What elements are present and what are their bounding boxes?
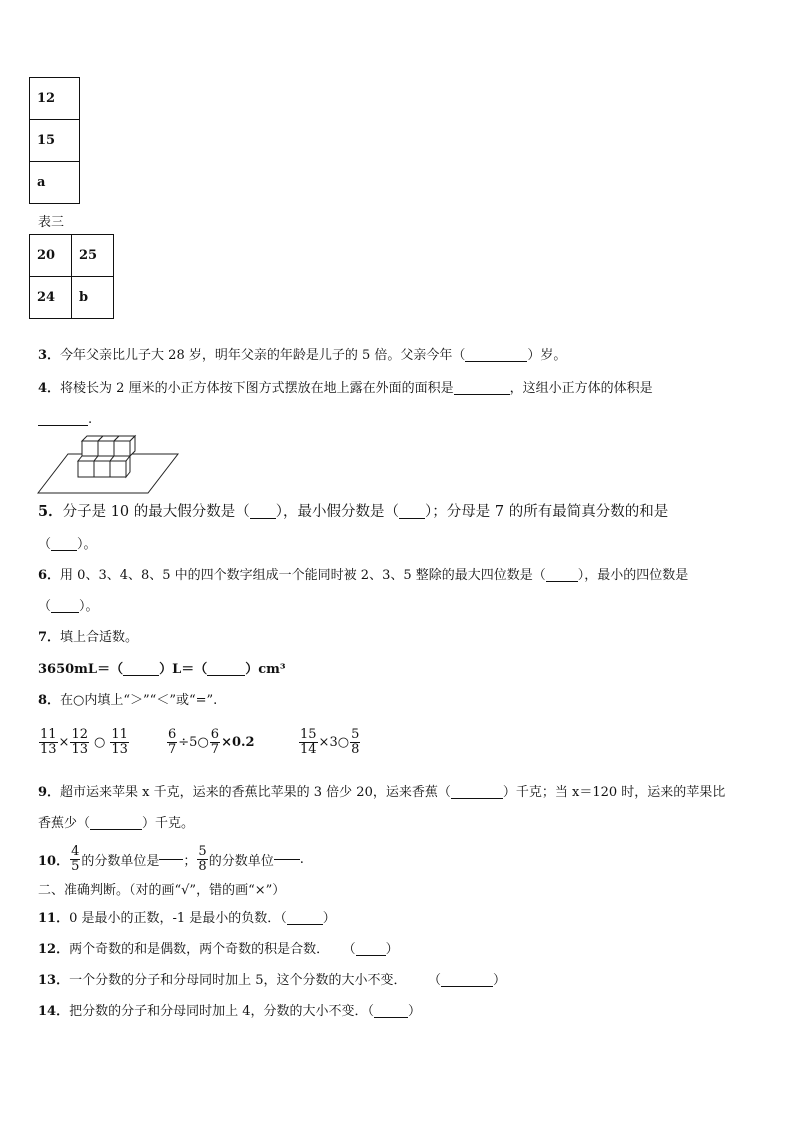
fraction: $\frac{15}{14}$ bbox=[300, 727, 317, 757]
table-two bbox=[29, 77, 80, 204]
question-number: 3． bbox=[38, 348, 61, 363]
question-6-cont bbox=[38, 600, 99, 613]
comparison-expression-1 bbox=[38, 728, 130, 756]
question-5-cont bbox=[38, 538, 97, 551]
question-text: ） bbox=[408, 1004, 422, 1019]
question-number: 12． bbox=[38, 942, 70, 957]
table-cell: 20 bbox=[30, 235, 72, 277]
question-11 bbox=[38, 912, 336, 925]
operator: ×0.2 bbox=[221, 734, 255, 750]
question-text: 把分数的分子和分母同时加上 4，分数的大小不变．（ bbox=[69, 1004, 374, 1019]
operator: × bbox=[58, 734, 70, 750]
table-cell: 24 bbox=[30, 277, 72, 319]
table-three bbox=[29, 234, 114, 319]
answer-blank[interactable] bbox=[374, 1016, 408, 1018]
question-text: ），最小假分数是（ bbox=[275, 504, 400, 520]
fraction: $\frac{4}{5}$ bbox=[71, 844, 80, 874]
question-text: （ bbox=[349, 942, 356, 957]
answer-blank[interactable] bbox=[207, 674, 245, 676]
answer-blank[interactable] bbox=[356, 954, 386, 956]
answer-blank[interactable] bbox=[546, 580, 578, 582]
question-text: ） bbox=[322, 911, 336, 926]
question-number: 11． bbox=[38, 911, 70, 926]
question-9-cont bbox=[38, 817, 194, 830]
table-cell: 12 bbox=[30, 78, 80, 120]
operator[interactable]: ÷5○ bbox=[178, 734, 209, 750]
question-text: 一个分数的分子和分母同时加上 5，这个分数的大小不变． bbox=[69, 973, 407, 988]
question-text: 超市运来苹果 x 千克，运来的香蕉比苹果的 3 倍少 20，运来香蕉（ bbox=[60, 785, 451, 800]
question-text: 分子是 10 的最大假分数是（ bbox=[62, 504, 250, 520]
question-text: ） bbox=[385, 942, 399, 957]
question-number: 9． bbox=[38, 785, 61, 800]
fraction: $\frac{11}{13}$ bbox=[111, 727, 128, 757]
comparison-expression-3 bbox=[298, 728, 361, 756]
question-text: ） bbox=[493, 973, 507, 988]
question-text: ）岁。 bbox=[527, 348, 567, 363]
table-cell: 25 bbox=[72, 235, 114, 277]
fraction: $\frac{5}{8}$ bbox=[351, 727, 360, 757]
question-number: 14． bbox=[38, 1004, 70, 1019]
question-text: （ bbox=[38, 599, 52, 614]
question-text: 0 是最小的正数，-1 是最小的负数．（ bbox=[69, 911, 287, 926]
answer-blank[interactable] bbox=[274, 858, 300, 860]
expression-text: ）cm³ bbox=[245, 662, 286, 677]
question-text: 将棱长为 2 厘米的小正方体按下图方式摆放在地上露在外面的面积是 bbox=[60, 381, 454, 396]
question-10 bbox=[38, 845, 304, 873]
question-14 bbox=[38, 1005, 421, 1018]
answer-blank[interactable] bbox=[441, 985, 493, 987]
expression-text: 3650mL＝（ bbox=[38, 662, 124, 677]
cubes-figure bbox=[36, 434, 182, 496]
question-text: 香蕉少（ bbox=[38, 816, 91, 831]
question-text: ，这组小正方体的体积是 bbox=[509, 381, 653, 396]
answer-blank[interactable] bbox=[90, 828, 142, 830]
question-number: 6． bbox=[38, 568, 61, 583]
answer-blank[interactable] bbox=[38, 424, 88, 426]
question-text: ）；分母是 7 的所有最简真分数的和是 bbox=[425, 504, 669, 520]
question-text: ； bbox=[183, 853, 197, 869]
question-4-cont bbox=[38, 413, 92, 426]
question-text: . bbox=[299, 851, 304, 867]
question-number: 10． bbox=[38, 853, 70, 869]
question-text: 的分数单位是 bbox=[81, 853, 160, 869]
question-text: 用 0、3、4、8、5 中的四个数字组成一个能同时被 2、3、5 整除的最大四位数是（ bbox=[60, 568, 546, 583]
question-text: ），最小的四位数是 bbox=[577, 568, 689, 583]
question-13 bbox=[38, 974, 506, 987]
question-7-expr bbox=[38, 663, 286, 676]
question-number: 4． bbox=[38, 381, 61, 396]
question-text: ）。 bbox=[77, 537, 97, 552]
fraction: $\frac{6}{7}$ bbox=[210, 727, 220, 757]
question-5 bbox=[38, 505, 668, 520]
question-4 bbox=[38, 382, 653, 395]
question-text: 今年父亲比儿子大 28 岁，明年父亲的年龄是儿子的 5 倍。父亲今年（ bbox=[60, 348, 466, 363]
answer-blank[interactable] bbox=[159, 858, 183, 860]
question-text: （ bbox=[434, 973, 442, 988]
comparison-expression-2 bbox=[166, 728, 255, 756]
question-text: 的分数单位 bbox=[208, 853, 274, 869]
answer-blank[interactable] bbox=[51, 611, 79, 613]
table-three-label: 表三 bbox=[38, 215, 65, 230]
table-cell: 15 bbox=[30, 120, 80, 162]
answer-blank[interactable] bbox=[287, 923, 323, 925]
table-cell: a bbox=[30, 162, 80, 204]
question-number: 7． bbox=[38, 630, 61, 645]
question-text: 在○内填上“＞”“＜”或“=”. bbox=[60, 693, 218, 708]
question-text: （ bbox=[38, 537, 52, 552]
question-text: ）。 bbox=[79, 599, 99, 614]
section-title: 二、准确判断。（对的画“√”，错的画“×”） bbox=[38, 883, 286, 898]
question-number: 8． bbox=[38, 693, 61, 708]
question-text: ）千克。 bbox=[142, 816, 195, 831]
question-text: . bbox=[88, 412, 93, 427]
question-9 bbox=[38, 786, 725, 799]
answer-blank[interactable] bbox=[465, 360, 527, 362]
fraction: $\frac{11}{13}$ bbox=[40, 727, 57, 757]
expression-text: ）L＝（ bbox=[159, 662, 208, 677]
fraction: $\frac{6}{7}$ bbox=[168, 727, 177, 757]
answer-blank[interactable] bbox=[454, 393, 510, 395]
operator[interactable]: ×3○ bbox=[318, 734, 350, 750]
answer-blank[interactable] bbox=[123, 674, 159, 676]
compare-circle[interactable]: ○ bbox=[94, 734, 106, 750]
question-text: 填上合适数。 bbox=[60, 630, 139, 645]
question-8 bbox=[38, 694, 217, 707]
fraction: $\frac{5}{8}$ bbox=[198, 844, 207, 874]
answer-blank[interactable] bbox=[51, 549, 77, 551]
fraction: $\frac{12}{13}$ bbox=[71, 727, 88, 757]
question-6 bbox=[38, 569, 688, 582]
answer-blank[interactable] bbox=[250, 517, 276, 519]
answer-blank[interactable] bbox=[399, 517, 425, 519]
question-3 bbox=[38, 349, 566, 362]
question-text: ）千克；当 x＝120 时，运来的苹果比 bbox=[502, 785, 726, 800]
question-number: 5． bbox=[38, 503, 63, 520]
question-12 bbox=[38, 943, 399, 956]
question-7 bbox=[38, 631, 138, 644]
table-cell: b bbox=[72, 277, 114, 319]
question-text: 两个奇数的和是偶数，两个奇数的积是合数． bbox=[69, 942, 330, 957]
question-number: 13． bbox=[38, 973, 70, 988]
answer-blank[interactable] bbox=[451, 797, 503, 799]
